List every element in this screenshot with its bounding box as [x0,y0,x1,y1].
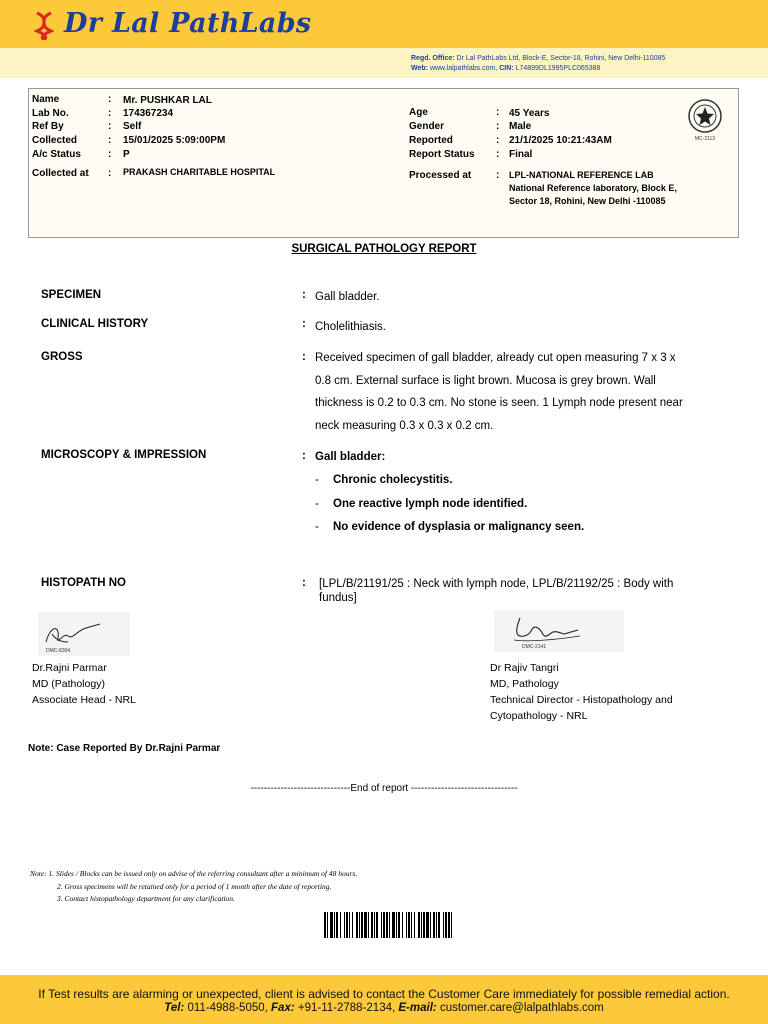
reported-by-note: Note: Case Reported By Dr.Rajni Parmar [28,743,221,754]
barcode [324,912,454,938]
barcode-bar [386,912,388,938]
barcode-bar [383,912,385,938]
specimen-label: SPECIMEN [41,289,102,301]
right-signature-image [494,610,624,652]
barcode-bar [361,912,363,938]
specimen-value: Gall bladder. [315,291,380,303]
barcode-bar [411,912,412,938]
barcode-bar [344,912,345,938]
svg-text:DMC-2141: DMC-2141 [522,644,547,650]
barcode-bar [436,912,437,938]
gross-label: GROSS [41,351,83,363]
barcode-bar [402,912,403,938]
gross-description: Received specimen of gall bladder, already cut open measuring 7 x 3 x 0.8 cm. External surface is light brown. Mucosa is grey brown. Wall thickness is 0.2 to 0.3 cm. No stone is seen. 1 Lymph node present near neck measuring 0.3 x 0.3 x 0.2 cm. [315,352,683,432]
finding-item: - Chronic cholecystitis. [315,474,453,486]
barcode-bar [368,912,369,938]
barcode-bar [327,912,328,938]
barcode-bar [423,912,425,938]
barcode-bar [426,912,429,938]
footer-advice: If Test results are alarming or unexpected, client is advised to contact the Customer Care immediately for possible remedial action. [38,987,730,1001]
barcode-bar [451,912,452,938]
nabl-seal-icon [687,98,723,142]
end-of-report: ------------------------------End of report -------------------------------- [250,783,518,794]
barcode-bar [374,912,375,938]
barcode-bar [392,912,395,938]
svg-text:DMC-8304: DMC-8304 [46,648,71,654]
histopath-number: [LPL/B/21191/25 : Neck with lymph node, LPL/B/21192/25 : Body with fundus] [319,578,674,604]
finding-item: - No evidence of dysplasia or malignancy seen. [315,521,585,533]
barcode-bar [414,912,415,938]
barcode-bar [421,912,422,938]
left-signature-image [38,612,130,656]
registered-office: Regd. Office: Dr Lal PathLabs Ltd, Block-E, Sector-18, Rohini, New Delhi-110085 Web: www.lalpathlabs.com, CIN: L74899DL1995PLC065388 [411,55,666,72]
barcode-bar [352,912,353,938]
barcode-bar [330,912,333,938]
left-signatory: Dr.Rajni Parmar MD (Pathology) Associate Head - NRL [32,662,136,706]
barcode-bar [398,912,400,938]
barcode-bar [438,912,440,938]
footer-contact: Tel: 011-4988-5050, Fax: +91-11-2788-2134, E-mail: customer.care@lalpathlabs.com [164,1002,604,1014]
barcode-bar [376,912,378,938]
email-link[interactable]: customer.care@lalpathlabs.com [439,1002,604,1014]
histopath-label: HISTOPATH NO [41,577,126,589]
barcode-bar [334,912,335,938]
barcode-bar [371,912,373,938]
svg-text:MC-2113: MC-2113 [694,136,716,142]
right-signatory: Dr Rajiv Tangri MD, Pathology Technical Director - Histopathology and Cytopathology - NRL [490,662,673,722]
report-title: SURGICAL PATHOLOGY REPORT [291,243,477,255]
barcode-bar [349,912,350,938]
dna-logo-icon [34,11,54,41]
microscopy-heading: Gall bladder: [315,451,386,463]
barcode-bar [433,912,435,938]
lab-number: 174367234 [123,108,174,119]
finding-item: - One reactive lymph node identified. [315,498,528,510]
barcode-bar [418,912,420,938]
barcode-bar [406,912,407,938]
barcode-bar [359,912,360,938]
barcode-bar [389,912,390,938]
barcode-bar [381,912,382,938]
barcode-bar [448,912,450,938]
clinical-history-value: Cholelithiasis. [315,321,386,333]
microscopy-label: MICROSCOPY & IMPRESSION [41,449,207,461]
barcode-bar [346,912,348,938]
barcode-bar [396,912,397,938]
footnotes: Note: 1. Slides / Blocks can be issued only on advise of the referring consultant after a minimum of 48 hours. 2. Gross specimens will be retained only for a period of 1 month after the date of reporting. 3. Contact histopathology department for any clarification. [30,869,358,903]
barcode-bar [364,912,367,938]
patient-name: Mr. PUSHKAR LAL [123,95,212,106]
clinical-history-label: CLINICAL HISTORY [41,318,149,330]
barcode-bar [324,912,326,938]
barcode-bar [430,912,431,938]
barcode-bar [408,912,410,938]
barcode-bar [445,912,447,938]
brand-name: Dr Lal PathLabs [64,8,312,39]
barcode-bar [340,912,341,938]
barcode-bar [336,912,338,938]
barcode-bar [356,912,358,938]
barcode-bar [443,912,444,938]
